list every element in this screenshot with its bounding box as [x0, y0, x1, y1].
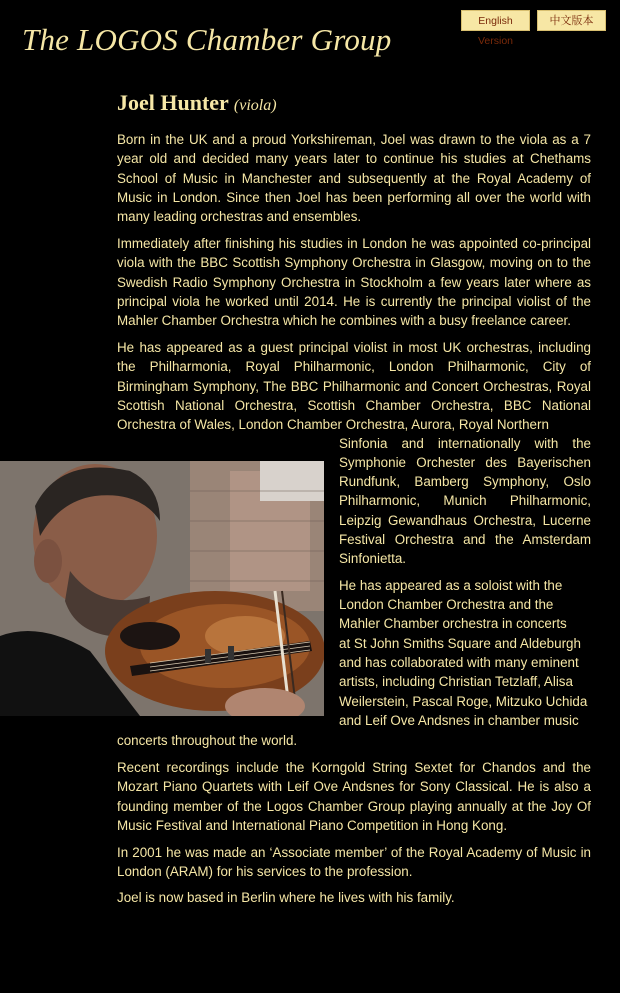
bio-paragraph-7: Joel is now based in Berlin where he lives with his family. [117, 890, 455, 905]
bio-paragraph-4-line: at St John Smiths Square and Aldeburgh [339, 636, 581, 651]
musician-name: Joel Hunter [117, 90, 229, 115]
site-title: The LOGOS Chamber Group [22, 22, 392, 57]
bio-paragraph-3-line: Leipzig Gewandhaus Orchestra, Lucerne [339, 513, 591, 528]
bio-paragraph-4-line: artists, including Christian Tetzlaff, Alisa [339, 674, 573, 689]
bio-paragraph-2: Immediately after finishing his studies in London he was appointed co-principal viola with the BBC Scottish Symphony Orchestra in Glasgow, moving on to the Swedish Radio Symphony Orchestra in Stockholm a few years later where as principal viola he worked until 2014. He is currently the principal violist of the Mahler Chamber Orchestra which he combines with a busy freelance career. [117, 236, 591, 329]
bio-paragraph-5: Recent recordings include the Korngold String Sextet for Chandos and the Mozart Piano Quartets with Leif Ove Andsnes for Sony Classical. He is also a founding member of the Logos Chamber Group playing annually at the Joy Of Music Festival and International Piano Competition in Hong Kong. [117, 760, 591, 833]
bio-paragraph-3-line: Philharmonic, Munich Philharmonic, [339, 493, 591, 508]
bio-paragraph-3-line: Festival Orchestra and the Amsterdam [339, 532, 591, 547]
musician-name-heading [117, 90, 277, 116]
bio-paragraph-3-line: Sinfonia and internationally with the [339, 436, 591, 451]
english-version-button[interactable]: English Version [461, 10, 530, 31]
bio-paragraph-4-line: and Leif Ove Andsnes in chamber music [339, 713, 579, 728]
bio-paragraph-4-line: Mahler Chamber orchestra in concerts [339, 616, 567, 631]
musician-photo [0, 461, 324, 716]
musician-photo-illustration [0, 461, 324, 716]
bio-paragraph-4-line: He has appeared as a soloist with the [339, 578, 563, 593]
bio-paragraph-6: In 2001 he was made an ‘Associate member’ of the Royal Academy of Music in London (ARAM) for his services to the profession. [117, 845, 591, 880]
chinese-version-button[interactable]: 中文版本 [537, 10, 606, 31]
bio-paragraph-3: He has appeared as a guest principal violist in most UK orchestras, including the Philharmonia, Royal Philharmonic, London Philharmonic, City of Birmingham Symphony, The BBC Philharmonic and Concert Orchestras, Royal Scottish National Orchestra, Scottish Chamber Orchestra, BBC National Orchestra of Wales, London Chamber Orchestra, Aurora, Royal Northern [117, 340, 591, 433]
bio-paragraph-3-line: Rundfunk, Bamberg Symphony, Oslo [339, 474, 591, 489]
bio-paragraph-4-line: concerts throughout the world. [117, 733, 298, 748]
bio-paragraph-1: Born in the UK and a proud Yorkshireman, Joel was drawn to the viola as a 7 year old and decided many years later to continue his studies at Chethams School of Music in Manchester and subsequently at the Royal Academy of Music in London. Since then Joel has been performing all over the world with many leading orchestras and ensembles. [117, 132, 591, 225]
bio-paragraph-3-line: Sinfonietta. [339, 551, 406, 566]
bio-paragraph-4-line: and has collaborated with many eminent [339, 655, 579, 670]
bio-paragraph-3-line: Symphonie Orchester des Bayerischen [339, 455, 591, 470]
bio-paragraph-4-line: Weilerstein, Pascal Roge, Mitzuko Uchida [339, 694, 588, 709]
musician-instrument: (viola) [233, 97, 277, 114]
bio-paragraph-4-line: London Chamber Orchestra and the [339, 597, 554, 612]
